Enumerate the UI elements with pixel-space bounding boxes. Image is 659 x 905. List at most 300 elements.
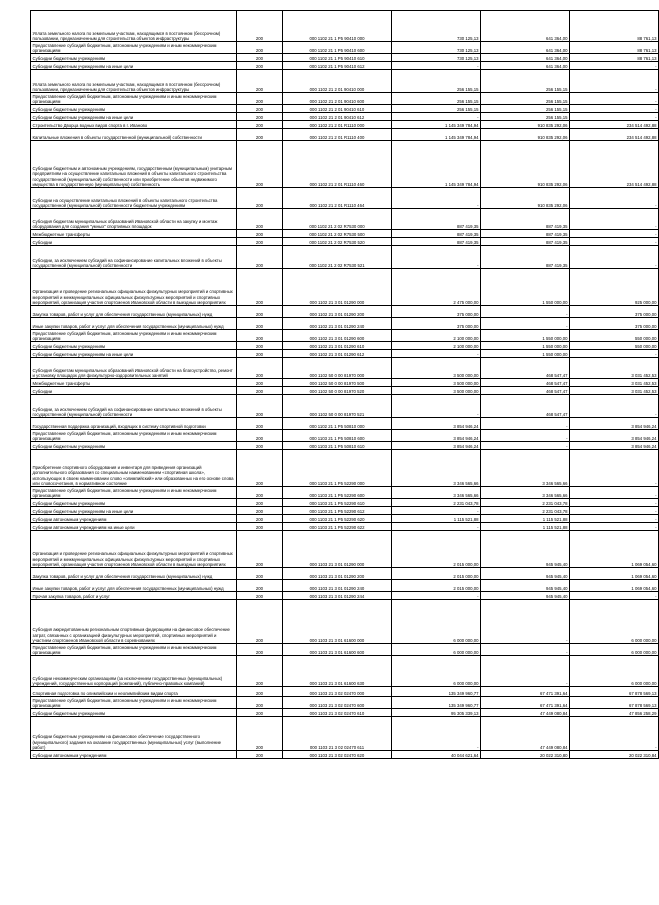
row-unexecuted-cell: 3 854 946,24 bbox=[570, 442, 659, 450]
row-executed-cell: 3 346 565,66 bbox=[481, 450, 570, 487]
row-unexecuted-cell: - bbox=[570, 499, 659, 507]
row-approved-cell: 256 155,15 bbox=[392, 105, 481, 113]
row-unexecuted-cell: - bbox=[570, 93, 659, 105]
row-name-cell: Строительство Дворца водных видов спорта в г. Иваново bbox=[31, 121, 237, 129]
row-code-cell: 200 bbox=[237, 418, 283, 430]
row-approved-cell: 2 100 000,00 bbox=[392, 330, 481, 342]
row-classification-cell: 000 1102 21 2 01 R1110 464 bbox=[283, 188, 392, 209]
row-classification-cell: 000 1102 50 0 00 81970 000 bbox=[283, 358, 392, 379]
row-unexecuted-cell: 234 514 492,88 bbox=[570, 121, 659, 129]
row-approved-cell: - bbox=[392, 350, 481, 358]
row-unexecuted-cell: - bbox=[570, 188, 659, 209]
row-name-cell: Субсидии бюджетным учреждениям на иные цели bbox=[31, 113, 237, 121]
row-code-cell: 200 bbox=[237, 656, 283, 687]
row-name-cell: Субсидия бюджетам муниципальных образований Ивановской области на закупку и монтаж оборудования для создания "умных" спортивных площадок bbox=[31, 209, 237, 230]
row-executed-cell: 47 449 080,84 bbox=[481, 709, 570, 717]
row-approved-cell: - bbox=[392, 523, 481, 531]
row-approved-cell: - bbox=[392, 62, 481, 70]
row-code-cell: 200 bbox=[237, 442, 283, 450]
row-executed-cell: 3 346 565,66 bbox=[481, 487, 570, 499]
table-row bbox=[31, 717, 659, 751]
table-row bbox=[31, 580, 659, 592]
table-row bbox=[31, 418, 659, 430]
row-unexecuted-cell: - bbox=[570, 523, 659, 531]
table-row bbox=[31, 318, 659, 330]
report-sheet bbox=[30, 10, 657, 759]
row-unexecuted-cell: - bbox=[570, 230, 659, 238]
table-row bbox=[31, 306, 659, 318]
row-approved-cell: 1 145 349 784,94 bbox=[392, 129, 481, 141]
row-name-cell: Субсидии bbox=[31, 238, 237, 246]
row-name-cell: Иные закупки товаров, работ и услуг для обеспечения государственных (муниципальных) нужд bbox=[31, 580, 237, 592]
row-name-cell: Субсидии бюджетным учреждениям bbox=[31, 105, 237, 113]
row-classification-cell: 000 1102 21 3 01 01290 600 bbox=[283, 330, 392, 342]
row-code-cell: 200 bbox=[237, 600, 283, 644]
row-code-cell: 200 bbox=[237, 709, 283, 717]
table-row bbox=[31, 238, 659, 246]
row-name-cell: Капитальные вложения в объекты государственной (муниципальной) собственности bbox=[31, 129, 237, 141]
row-name-cell: Субсидии бюджетным учреждениям на финансовое обеспечение государственного (муниципального) задания на оказание государственных (муниципальных) услуг (выполнение работ) bbox=[31, 717, 237, 751]
table-row bbox=[31, 430, 659, 442]
row-executed-cell: 910 835 292,06 bbox=[481, 141, 570, 188]
row-code-cell: 200 bbox=[237, 70, 283, 93]
table-row bbox=[31, 230, 659, 238]
row-code-cell: 200 bbox=[237, 246, 283, 269]
row-code-cell: 200 bbox=[237, 687, 283, 697]
row-unexecuted-cell: - bbox=[570, 507, 659, 515]
row-classification-cell: 000 1102 21 1 P5 90410 612 bbox=[283, 62, 392, 70]
table-row bbox=[31, 121, 659, 129]
row-approved-cell: 95 305 339,13 bbox=[392, 709, 481, 717]
row-name-cell: Субсидии, за исключением субсидий на софинансирование капитальных вложений в объекты государственной (муниципальной) собственности bbox=[31, 395, 237, 418]
row-classification-cell: 000 1103 21 3 02 02470 611 bbox=[283, 717, 392, 751]
row-code-cell: 200 bbox=[237, 499, 283, 507]
row-unexecuted-cell: 6 000 000,00 bbox=[570, 600, 659, 644]
row-unexecuted-cell: - bbox=[570, 395, 659, 418]
table-row bbox=[31, 387, 659, 395]
row-approved-cell: - bbox=[392, 188, 481, 209]
table-row bbox=[31, 507, 659, 515]
row-classification-cell: 000 1103 21 1 P5 52290 000 bbox=[283, 450, 392, 487]
row-code-cell: 200 bbox=[237, 209, 283, 230]
row-approved-cell: 3 500 000,00 bbox=[392, 358, 481, 379]
row-classification-cell: 000 1103 21 1 P5 52290 620 bbox=[283, 515, 392, 523]
row-name-cell: Субсидии бюджетным учреждениям на иные цели bbox=[31, 350, 237, 358]
row-classification-cell: 000 1103 21 1 P5 52290 622 bbox=[283, 523, 392, 531]
row-code-cell: 200 bbox=[237, 644, 283, 656]
table-row bbox=[31, 54, 659, 62]
row-unexecuted-cell: - bbox=[570, 350, 659, 358]
row-classification-cell: 000 1102 50 0 00 81970 520 bbox=[283, 387, 392, 395]
row-unexecuted-cell: 375 000,00 bbox=[570, 306, 659, 318]
table-row bbox=[31, 209, 659, 230]
row-name-cell: Субсидии автономным учреждениям bbox=[31, 751, 237, 759]
row-code-cell: 200 bbox=[237, 93, 283, 105]
row-classification-cell: 000 1103 21 3 01 01290 200 bbox=[283, 568, 392, 580]
row-executed-cell: 67 471 391,64 bbox=[481, 697, 570, 709]
row-name-cell: Субсидии бюджетным учреждениям bbox=[31, 342, 237, 350]
row-executed-cell: 256 155,15 bbox=[481, 70, 570, 93]
row-unexecuted-cell: 88 761,13 bbox=[570, 42, 659, 54]
row-code-cell: 200 bbox=[237, 342, 283, 350]
row-classification-cell: 000 1102 50 0 00 81970 500 bbox=[283, 379, 392, 387]
row-unexecuted-cell: 67 878 569,13 bbox=[570, 687, 659, 697]
row-classification-cell: 000 1103 21 3 02 02470 600 bbox=[283, 697, 392, 709]
row-executed-cell: 256 155,15 bbox=[481, 113, 570, 121]
row-code-cell: 200 bbox=[237, 318, 283, 330]
row-unexecuted-cell: 1 069 054,60 bbox=[570, 568, 659, 580]
table-row bbox=[31, 531, 659, 568]
row-executed-cell: - bbox=[481, 318, 570, 330]
row-unexecuted-cell: 234 514 492,88 bbox=[570, 129, 659, 141]
row-classification-cell: 000 1103 21 3 01 61600 000 bbox=[283, 600, 392, 644]
row-unexecuted-cell: 3 031 452,53 bbox=[570, 358, 659, 379]
row-code-cell: 200 bbox=[237, 507, 283, 515]
row-name-cell: Уплата земельного налога по земельным участкам, находящимся в постоянном (бессрочном) пользовании, предназначенным для строительства объектов инфраструктуры bbox=[31, 70, 237, 93]
row-name-cell: Предоставление субсидий бюджетным, автономным учреждениям и иным некоммерческим организациям bbox=[31, 330, 237, 342]
row-code-cell: 200 bbox=[237, 717, 283, 751]
row-code-cell: 200 bbox=[237, 531, 283, 568]
row-approved-cell: - bbox=[392, 717, 481, 751]
table-row bbox=[31, 113, 659, 121]
row-code-cell: 200 bbox=[237, 487, 283, 499]
row-classification-cell: 000 1103 21 1 P5 52290 612 bbox=[283, 507, 392, 515]
row-code-cell: 200 bbox=[237, 330, 283, 342]
row-approved-cell: - bbox=[392, 113, 481, 121]
row-classification-cell: 000 1102 21 2 02 R7530 500 bbox=[283, 230, 392, 238]
row-classification-cell: 000 1102 21 1 P5 90410 600 bbox=[283, 42, 392, 54]
row-name-cell: Государственная поддержка организаций, входящих в систему спортивной подготовки bbox=[31, 418, 237, 430]
row-approved-cell: 375 000,00 bbox=[392, 306, 481, 318]
table-row bbox=[31, 600, 659, 644]
row-code-cell: 200 bbox=[237, 751, 283, 759]
row-name-cell: Межбюджетные трансферты bbox=[31, 230, 237, 238]
budget-execution-table bbox=[30, 10, 659, 759]
row-executed-cell: - bbox=[481, 430, 570, 442]
table-row bbox=[31, 515, 659, 523]
row-approved-cell: 1 115 521,88 bbox=[392, 515, 481, 523]
row-classification-cell: 000 1103 21 3 02 02470 620 bbox=[283, 751, 392, 759]
row-approved-cell: 135 349 960,77 bbox=[392, 697, 481, 709]
table-row bbox=[31, 141, 659, 188]
row-executed-cell: - bbox=[481, 600, 570, 644]
row-classification-cell: 000 1102 21 2 02 R7530 000 bbox=[283, 209, 392, 230]
table-row bbox=[31, 70, 659, 93]
row-classification-cell: 000 1102 21 1 P5 90410 000 bbox=[283, 11, 392, 42]
table-row bbox=[31, 709, 659, 717]
row-name-cell: Межбюджетные трансферты bbox=[31, 379, 237, 387]
table-row bbox=[31, 42, 659, 54]
row-classification-cell: 000 1102 21 2 01 90410 600 bbox=[283, 93, 392, 105]
row-name-cell: Предоставление субсидий бюджетным, автономным учреждениям и иным некоммерческим организациям bbox=[31, 487, 237, 499]
row-unexecuted-cell: 234 514 492,88 bbox=[570, 141, 659, 188]
row-code-cell: 200 bbox=[237, 230, 283, 238]
row-classification-cell: 000 1102 21 3 01 01290 000 bbox=[283, 269, 392, 306]
row-unexecuted-cell: 47 856 258,29 bbox=[570, 709, 659, 717]
row-name-cell: Субсидия аккредитованным региональным спортивным федерациям на финансовое обеспечение затрат, связанных с организацией физкультурных мероприятий, спортивных мероприятий и участием спортсменов Ивановской области в соревнованиях bbox=[31, 600, 237, 644]
row-unexecuted-cell: - bbox=[570, 592, 659, 600]
row-name-cell: Иные закупки товаров, работ и услуг для обеспечения государственных (муниципальных) нужд bbox=[31, 318, 237, 330]
row-code-cell: 200 bbox=[237, 395, 283, 418]
row-name-cell: Субсидии некоммерческим организациям (за исключением государственных (муниципальных) учреждений, государственных корпораций (компаний), публично-правовых компаний) bbox=[31, 656, 237, 687]
row-code-cell: 200 bbox=[237, 523, 283, 531]
table-row bbox=[31, 246, 659, 269]
row-unexecuted-cell: 925 000,00 bbox=[570, 269, 659, 306]
row-name-cell: Субсидии бюджетным учреждениям bbox=[31, 499, 237, 507]
row-executed-cell: 887 419,35 bbox=[481, 230, 570, 238]
row-approved-cell: 730 125,13 bbox=[392, 42, 481, 54]
row-code-cell: 200 bbox=[237, 238, 283, 246]
table-row bbox=[31, 330, 659, 342]
row-executed-cell: 641 364,00 bbox=[481, 42, 570, 54]
row-code-cell: 200 bbox=[237, 358, 283, 379]
row-unexecuted-cell: - bbox=[570, 62, 659, 70]
row-unexecuted-cell: 375 000,00 bbox=[570, 318, 659, 330]
row-classification-cell: 000 1102 21 1 P5 50810 000 bbox=[283, 418, 392, 430]
row-approved-cell: 887 419,35 bbox=[392, 209, 481, 230]
row-executed-cell: 256 155,15 bbox=[481, 93, 570, 105]
row-code-cell: 200 bbox=[237, 592, 283, 600]
row-code-cell: 200 bbox=[237, 129, 283, 141]
row-unexecuted-cell: 6 000 000,00 bbox=[570, 656, 659, 687]
row-code-cell: 200 bbox=[237, 113, 283, 121]
row-classification-cell: 000 1102 21 2 01 90410 610 bbox=[283, 105, 392, 113]
row-classification-cell: 000 1103 21 3 01 61600 630 bbox=[283, 656, 392, 687]
row-unexecuted-cell: - bbox=[570, 105, 659, 113]
row-name-cell: Субсидии бюджетным и автономным учреждениям, государственным (муниципальным) унитарным предприятиям на осуществление капитальных вложений в объекты капитального строительства государственной (муниципальной) собственности или приобретение объектов недвижимого имущества в государственную (муниципальную) собственность bbox=[31, 141, 237, 188]
row-approved-cell: 3 346 565,66 bbox=[392, 487, 481, 499]
row-approved-cell: 3 854 946,24 bbox=[392, 430, 481, 442]
row-executed-cell: 641 364,00 bbox=[481, 11, 570, 42]
table-row bbox=[31, 751, 659, 759]
table-row bbox=[31, 644, 659, 656]
row-name-cell: Предоставление субсидий бюджетным, автономным учреждениям и иным некоммерческим организациям bbox=[31, 697, 237, 709]
row-code-cell: 200 bbox=[237, 580, 283, 592]
table-row bbox=[31, 105, 659, 113]
row-approved-cell: - bbox=[392, 246, 481, 269]
row-approved-cell: 256 155,15 bbox=[392, 70, 481, 93]
row-code-cell: 200 bbox=[237, 141, 283, 188]
row-executed-cell: 945 945,40 bbox=[481, 580, 570, 592]
row-executed-cell: 468 547,47 bbox=[481, 379, 570, 387]
row-approved-cell: 2 231 043,78 bbox=[392, 499, 481, 507]
row-classification-cell: 000 1103 21 1 P5 50810 600 bbox=[283, 430, 392, 442]
table-row bbox=[31, 350, 659, 358]
table-row bbox=[31, 11, 659, 42]
row-unexecuted-cell: - bbox=[570, 487, 659, 499]
row-code-cell: 200 bbox=[237, 62, 283, 70]
row-code-cell: 200 bbox=[237, 121, 283, 129]
row-classification-cell: 000 1102 21 3 01 01290 200 bbox=[283, 306, 392, 318]
row-approved-cell: 135 349 960,77 bbox=[392, 687, 481, 697]
row-classification-cell: 000 1103 21 3 02 02470 610 bbox=[283, 709, 392, 717]
row-classification-cell: 000 1103 21 3 01 01290 244 bbox=[283, 592, 392, 600]
row-approved-cell: 2 100 000,00 bbox=[392, 342, 481, 350]
row-approved-cell: 6 000 000,00 bbox=[392, 600, 481, 644]
row-name-cell: Предоставление субсидий бюджетным, автономным учреждениям и иным некоммерческим организациям bbox=[31, 644, 237, 656]
row-name-cell: Субсидии бюджетным учреждениям bbox=[31, 54, 237, 62]
row-executed-cell: 1 550 000,00 bbox=[481, 269, 570, 306]
row-approved-cell: 730 125,13 bbox=[392, 11, 481, 42]
row-executed-cell: 1 550 000,00 bbox=[481, 342, 570, 350]
row-executed-cell: - bbox=[481, 306, 570, 318]
row-approved-cell: 3 500 000,00 bbox=[392, 379, 481, 387]
row-approved-cell: 3 500 000,00 bbox=[392, 387, 481, 395]
row-executed-cell: 887 419,35 bbox=[481, 246, 570, 269]
row-approved-cell: 40 044 621,64 bbox=[392, 751, 481, 759]
row-name-cell: Субсидии бюджетным учреждениям на иные цели bbox=[31, 507, 237, 515]
row-unexecuted-cell: 3 031 452,53 bbox=[570, 379, 659, 387]
row-executed-cell: 945 945,40 bbox=[481, 531, 570, 568]
table-row bbox=[31, 697, 659, 709]
row-executed-cell: - bbox=[481, 656, 570, 687]
table-row bbox=[31, 379, 659, 387]
row-executed-cell: 67 471 391,64 bbox=[481, 687, 570, 697]
row-classification-cell: 000 1103 21 3 01 01290 240 bbox=[283, 580, 392, 592]
row-classification-cell: 000 1102 21 2 01 90410 000 bbox=[283, 70, 392, 93]
row-code-cell: 200 bbox=[237, 697, 283, 709]
table-row bbox=[31, 592, 659, 600]
row-code-cell: 200 bbox=[237, 306, 283, 318]
row-executed-cell: - bbox=[481, 418, 570, 430]
row-unexecuted-cell: 3 854 946,24 bbox=[570, 418, 659, 430]
row-executed-cell: 945 945,40 bbox=[481, 568, 570, 580]
row-unexecuted-cell: 3 031 452,53 bbox=[570, 387, 659, 395]
row-classification-cell: 000 1103 21 1 P5 52290 610 bbox=[283, 499, 392, 507]
row-unexecuted-cell: - bbox=[570, 70, 659, 93]
table-row bbox=[31, 487, 659, 499]
row-name-cell: Субсидия бюджетам муниципальных образований Ивановской области на благоустройство, ремонт и установку площадок для физкультурно-оздоровительных занятий bbox=[31, 358, 237, 379]
row-classification-cell: 000 1102 21 2 01 R1110 400 bbox=[283, 129, 392, 141]
row-classification-cell: 000 1102 21 2 02 R7530 521 bbox=[283, 246, 392, 269]
row-unexecuted-cell: - bbox=[570, 113, 659, 121]
row-executed-cell: - bbox=[481, 442, 570, 450]
row-name-cell: Субсидии бюджетным учреждениям bbox=[31, 442, 237, 450]
row-name-cell: Закупка товаров, работ и услуг для обеспечения государственных (муниципальных) нужд bbox=[31, 568, 237, 580]
row-unexecuted-cell: 88 761,13 bbox=[570, 11, 659, 42]
row-classification-cell: 000 1103 21 1 P5 50810 610 bbox=[283, 442, 392, 450]
row-unexecuted-cell: 6 000 000,00 bbox=[570, 644, 659, 656]
row-name-cell: Спортивная подготовка по олимпийским и неолимпийским видам спорта bbox=[31, 687, 237, 697]
row-executed-cell: 1 550 000,00 bbox=[481, 350, 570, 358]
row-executed-cell: 910 835 292,06 bbox=[481, 129, 570, 141]
row-classification-cell: 000 1103 21 3 01 01290 000 bbox=[283, 531, 392, 568]
row-executed-cell: 1 550 000,00 bbox=[481, 330, 570, 342]
row-unexecuted-cell: 1 069 054,60 bbox=[570, 531, 659, 568]
table-row bbox=[31, 656, 659, 687]
row-unexecuted-cell: 550 000,00 bbox=[570, 330, 659, 342]
row-approved-cell: 2 475 000,00 bbox=[392, 269, 481, 306]
row-classification-cell: 000 1102 21 3 01 01290 610 bbox=[283, 342, 392, 350]
row-executed-cell: 910 835 292,06 bbox=[481, 121, 570, 129]
row-name-cell: Субсидии автономным учреждениям bbox=[31, 515, 237, 523]
row-unexecuted-cell: 550 000,00 bbox=[570, 342, 659, 350]
row-name-cell: Предоставление субсидий бюджетным, автономным учреждениям и иным некоммерческим организациям bbox=[31, 42, 237, 54]
row-unexecuted-cell: - bbox=[570, 450, 659, 487]
row-code-cell: 200 bbox=[237, 350, 283, 358]
row-approved-cell: 6 000 000,00 bbox=[392, 644, 481, 656]
row-executed-cell: 468 547,47 bbox=[481, 387, 570, 395]
row-classification-cell: 000 1102 21 1 P5 90410 610 bbox=[283, 54, 392, 62]
row-classification-cell: 000 1102 21 2 01 R1110 460 bbox=[283, 141, 392, 188]
row-executed-cell: 256 155,15 bbox=[481, 105, 570, 113]
row-name-cell: Уплата земельного налога по земельным участкам, находящимся в постоянном (бессрочном) пользовании, предназначенным для строительства объектов инфраструктуры bbox=[31, 11, 237, 42]
row-code-cell: 200 bbox=[237, 450, 283, 487]
row-name-cell: Приобретение спортивного оборудования и инвентаря для приведения организаций дополнительного образования со специальным наименованием «спортивная школа», использующих в своем наименовании слово «олимпийский» или образованных на его основе слова или словосочетания, в нормативное состояние bbox=[31, 450, 237, 487]
row-approved-cell: 3 346 565,66 bbox=[392, 450, 481, 487]
row-name-cell: Предоставление субсидий бюджетным, автономным учреждениям и иным некоммерческим организациям bbox=[31, 430, 237, 442]
row-name-cell: Субсидии на осуществление капитальных вложений в объекты капитального строительства государственной (муниципальной) собственности бюджетным учреждениям bbox=[31, 188, 237, 209]
row-unexecuted-cell: - bbox=[570, 717, 659, 751]
row-approved-cell: 887 419,35 bbox=[392, 238, 481, 246]
row-executed-cell: 468 547,47 bbox=[481, 358, 570, 379]
row-code-cell: 200 bbox=[237, 430, 283, 442]
table-row bbox=[31, 93, 659, 105]
row-code-cell: 200 bbox=[237, 54, 283, 62]
row-unexecuted-cell: - bbox=[570, 246, 659, 269]
row-classification-cell: 000 1102 21 3 01 01290 240 bbox=[283, 318, 392, 330]
row-classification-cell: 000 1103 21 1 P5 52290 600 bbox=[283, 487, 392, 499]
row-approved-cell: 3 854 946,24 bbox=[392, 418, 481, 430]
row-name-cell: Закупка товаров, работ и услуг для обеспечения государственных (муниципальных) нужд bbox=[31, 306, 237, 318]
row-approved-cell: 2 015 000,00 bbox=[392, 580, 481, 592]
row-executed-cell: - bbox=[481, 644, 570, 656]
row-unexecuted-cell: - bbox=[570, 238, 659, 246]
row-executed-cell: 945 945,40 bbox=[481, 592, 570, 600]
row-name-cell: Организация и проведение региональных официальных физкультурных мероприятий и спортивных мероприятий и межмуниципальных официальных физкультурных мероприятий и спортивных мероприятий, организация участия спортсменов Ивановской области в выездных мероприятиях bbox=[31, 531, 237, 568]
row-executed-cell: 910 835 292,06 bbox=[481, 188, 570, 209]
row-executed-cell: 887 419,35 bbox=[481, 209, 570, 230]
row-name-cell: Прочая закупка товаров, работ и услуг bbox=[31, 592, 237, 600]
row-code-cell: 200 bbox=[237, 387, 283, 395]
row-code-cell: 200 bbox=[237, 11, 283, 42]
row-approved-cell: 730 125,13 bbox=[392, 54, 481, 62]
row-approved-cell: 2 015 000,00 bbox=[392, 568, 481, 580]
row-approved-cell: 1 145 349 784,94 bbox=[392, 141, 481, 188]
row-code-cell: 200 bbox=[237, 188, 283, 209]
table-row bbox=[31, 687, 659, 697]
table-row bbox=[31, 62, 659, 70]
table-row bbox=[31, 499, 659, 507]
row-executed-cell: 1 115 521,88 bbox=[481, 515, 570, 523]
row-executed-cell: 2 231 043,78 bbox=[481, 507, 570, 515]
row-code-cell: 200 bbox=[237, 105, 283, 113]
row-approved-cell: - bbox=[392, 395, 481, 418]
row-classification-cell: 000 1103 21 3 02 02470 000 bbox=[283, 687, 392, 697]
row-classification-cell: 000 1102 21 2 01 R1110 000 bbox=[283, 121, 392, 129]
row-executed-cell: 2 231 043,78 bbox=[481, 499, 570, 507]
table-body bbox=[31, 11, 659, 759]
row-executed-cell: 641 364,00 bbox=[481, 62, 570, 70]
row-approved-cell: - bbox=[392, 507, 481, 515]
row-unexecuted-cell: 1 069 054,60 bbox=[570, 580, 659, 592]
row-executed-cell: 1 115 521,88 bbox=[481, 523, 570, 531]
row-classification-cell: 000 1102 21 3 01 01290 612 bbox=[283, 350, 392, 358]
table-row bbox=[31, 188, 659, 209]
row-approved-cell: 2 015 000,00 bbox=[392, 531, 481, 568]
row-executed-cell: 641 364,00 bbox=[481, 54, 570, 62]
row-code-cell: 200 bbox=[237, 379, 283, 387]
row-approved-cell: 256 155,15 bbox=[392, 93, 481, 105]
row-executed-cell: 20 022 310,80 bbox=[481, 751, 570, 759]
table-row bbox=[31, 269, 659, 306]
row-code-cell: 200 bbox=[237, 269, 283, 306]
row-unexecuted-cell: 88 761,13 bbox=[570, 54, 659, 62]
row-name-cell: Субсидии, за исключением субсидий на софинансирование капитальных вложений в объекты государственной (муниципальной) собственности bbox=[31, 246, 237, 269]
table-row bbox=[31, 568, 659, 580]
row-name-cell: Субсидии bbox=[31, 387, 237, 395]
table-row bbox=[31, 450, 659, 487]
